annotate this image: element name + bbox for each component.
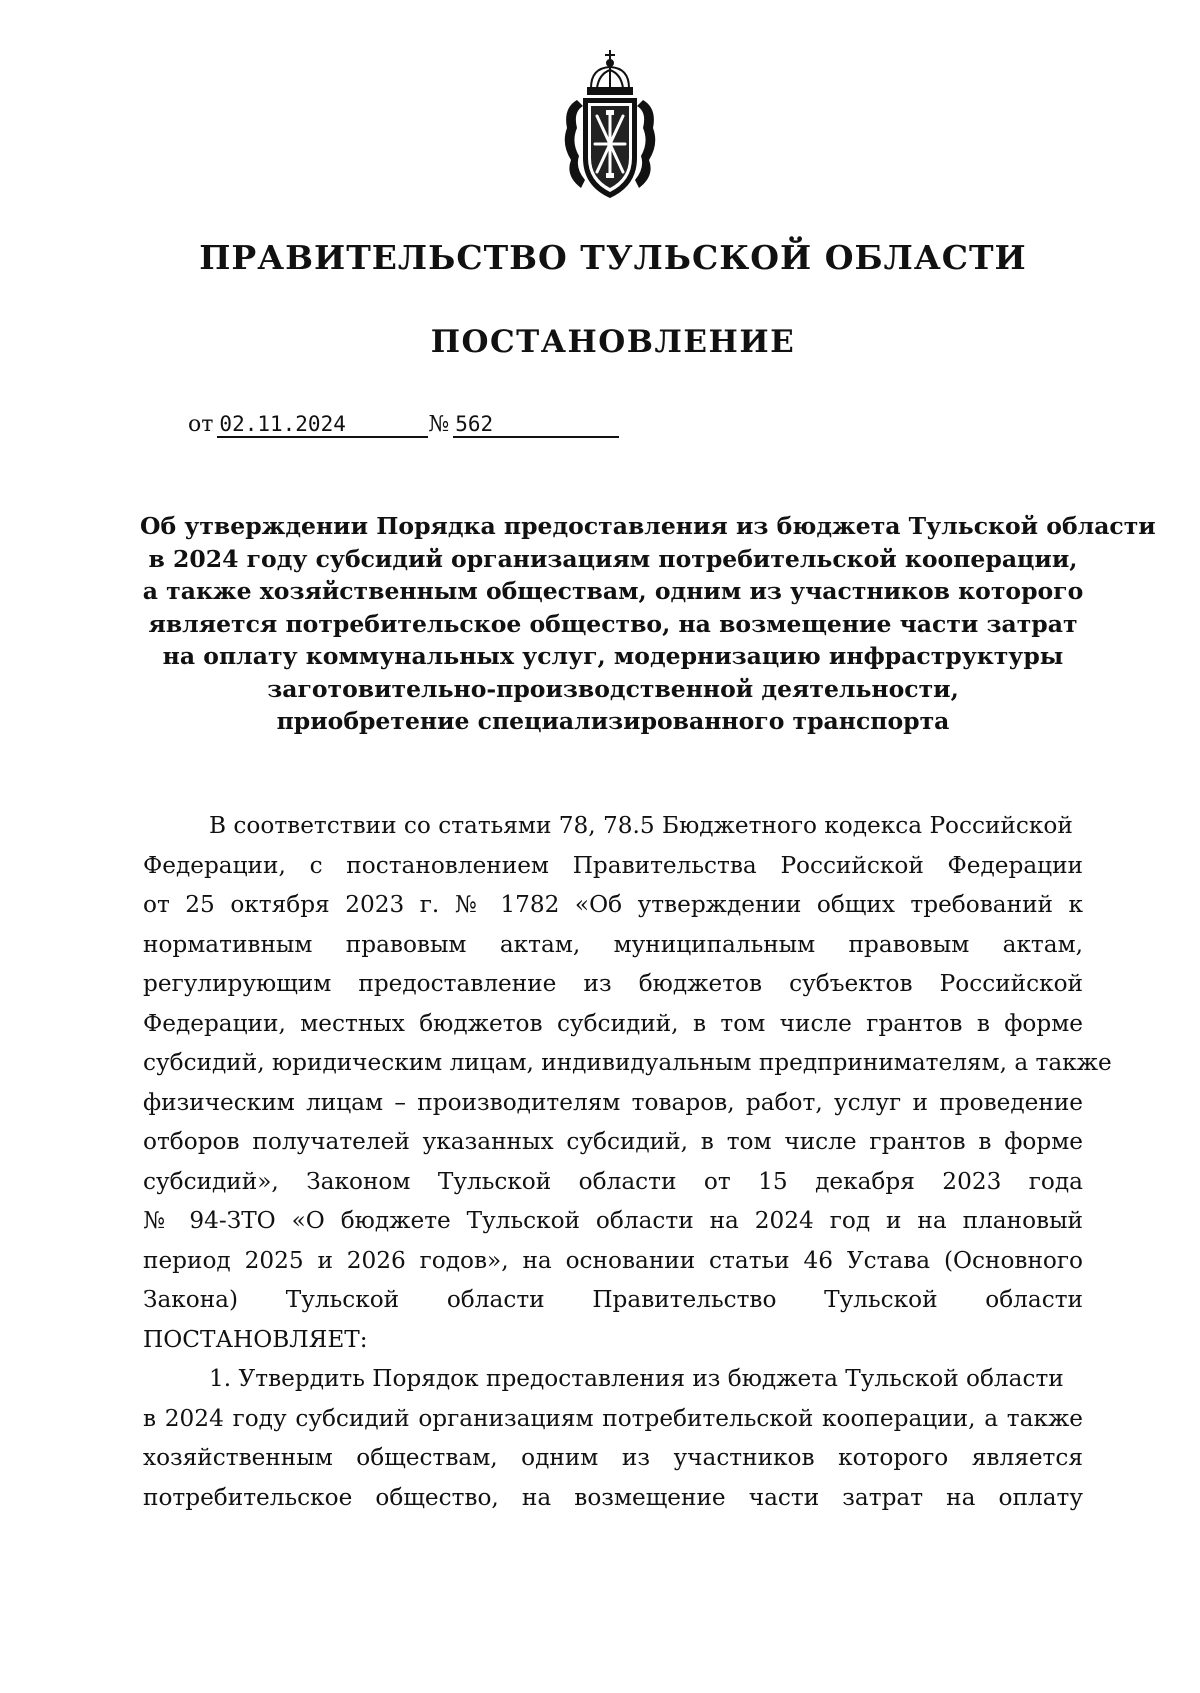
body-line: от 25 октября 2023 г. № 1782 «Об утверждении общих требований к — [143, 891, 1083, 918]
body-line: физическим лицам – производителям товаров, работ, услуг и проведение — [143, 1088, 1083, 1116]
body-line: регулирующим предоставление из бюджетов субъектов Российской — [143, 970, 1083, 997]
title-line: в 2024 году субсидий организациям потребительской кооперации, — [148, 544, 1078, 573]
body-line: субсидий», Законом Тульской области от 15 декабря 2023 года — [143, 1167, 1083, 1195]
title-line: приобретение специализированного транспорта — [276, 707, 950, 735]
date-prefix: от — [188, 412, 214, 437]
document-number: 562 — [453, 412, 619, 438]
document-date: 02.11.2024 — [217, 412, 428, 438]
body-line: Закона) Тульской области Правительство Тульской области — [143, 1286, 1083, 1313]
body-line: потребительское общество, на возмещение части затрат на оплату — [143, 1483, 1083, 1511]
body-line: хозяйственным обществам, одним из участников которого является — [143, 1444, 1083, 1471]
title-line: заготовительно-производственной деятельности, — [267, 674, 959, 703]
document-body — [143, 806, 1112, 1517]
document-title — [140, 510, 1156, 738]
body-line: субсидий, юридическим лицам, индивидуальным предпринимателям, а также — [143, 1049, 1112, 1076]
coat-of-arms-icon — [555, 48, 665, 208]
body-line: период 2025 и 2026 годов», на основании статьи 46 Устава (Основного — [143, 1246, 1083, 1274]
title-line: на оплату коммунальных услуг, модернизацию инфраструктуры — [162, 642, 1064, 670]
body-line: Федерации, местных бюджетов субсидий, в том числе грантов в форме — [143, 1009, 1083, 1037]
body-line: Федерации, с постановлением Правительства Российской Федерации — [143, 851, 1083, 879]
number-prefix: № — [428, 412, 450, 437]
title-line: а также хозяйственным обществам, одним из участников которого — [142, 577, 1084, 605]
body-line: отборов получателей указанных субсидий, в том числе грантов в форме — [143, 1128, 1083, 1155]
body-line: 1. Утвердить Порядок предоставления из бюджета Тульской области — [209, 1365, 1064, 1392]
organization-name: ПРАВИТЕЛЬСТВО ТУЛЬСКОЙ ОБЛАСТИ — [199, 238, 1027, 277]
body-line: В соответствии со статьями 78, 78.5 Бюджетного кодекса Российской — [209, 812, 1073, 839]
body-line: в 2024 году субсидий организациям потребительской кооперации, а также — [143, 1404, 1083, 1432]
body-line: № 94-ЗТО «О бюджете Тульской области на 2024 год и на плановый — [143, 1207, 1083, 1234]
title-line: Об утверждении Порядка предоставления из бюджета Тульской области — [140, 512, 1156, 540]
date-number-line — [188, 412, 619, 438]
body-line: ПОСТАНОВЛЯЕТ: — [143, 1325, 368, 1353]
document-type: ПОСТАНОВЛЕНИЕ — [430, 324, 796, 360]
body-line: нормативным правовым актам, муниципальным правовым актам, — [143, 930, 1083, 958]
title-line: является потребительское общество, на возмещение части затрат — [148, 609, 1078, 638]
